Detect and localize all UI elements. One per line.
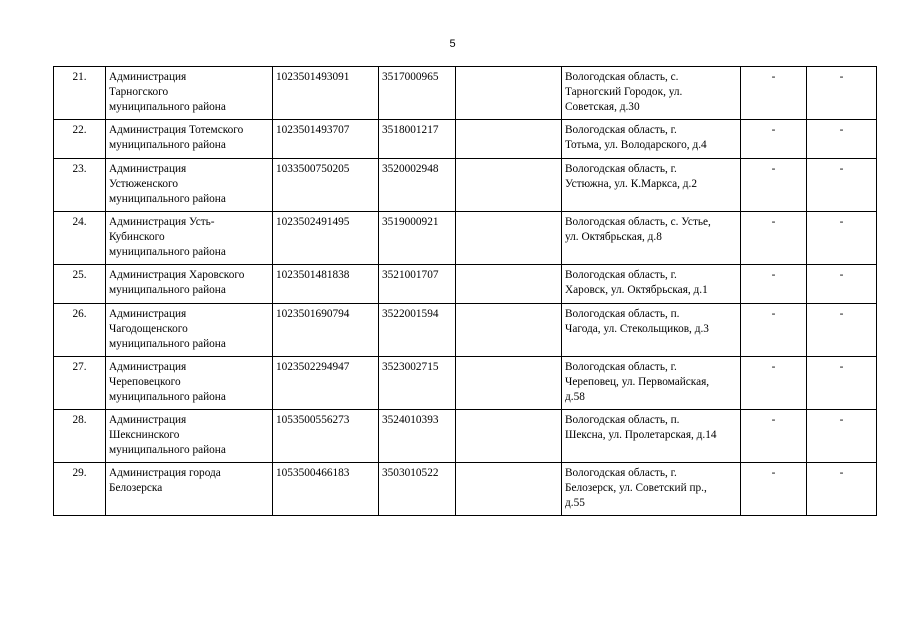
dash-cell: -: [807, 212, 877, 265]
empty-cell: [456, 410, 562, 463]
ogrn-cell: 1023501690794: [273, 304, 379, 357]
organization-name: Администрация города Белозерска: [106, 463, 273, 516]
address-cell: Вологодская область, п. Шексна, ул. Пролетарская, д.14: [562, 410, 741, 463]
dash-cell: -: [807, 463, 877, 516]
dash-cell: -: [741, 120, 807, 159]
table-row: [54, 159, 877, 212]
row-number: 22.: [54, 120, 106, 159]
inn-cell: 3519000921: [379, 212, 456, 265]
row-number: 23.: [54, 159, 106, 212]
organization-name: Администрация Чагодощенского муниципального района: [106, 304, 273, 357]
empty-cell: [456, 463, 562, 516]
address-cell: Вологодская область, г. Тотьма, ул. Володарского, д.4: [562, 120, 741, 159]
organizations-table: [53, 66, 877, 516]
address-cell: Вологодская область, п. Чагода, ул. Стекольщиков, д.3: [562, 304, 741, 357]
dash-cell: -: [741, 265, 807, 304]
row-number: 26.: [54, 304, 106, 357]
ogrn-cell: 1033500750205: [273, 159, 379, 212]
dash-cell: -: [741, 463, 807, 516]
ogrn-cell: 1023502294947: [273, 357, 379, 410]
dash-cell: -: [807, 67, 877, 120]
organization-name: Администрация Тотемского муниципального района: [106, 120, 273, 159]
inn-cell: 3521001707: [379, 265, 456, 304]
inn-cell: 3522001594: [379, 304, 456, 357]
dash-cell: -: [741, 304, 807, 357]
table-row: [54, 212, 877, 265]
inn-cell: 3524010393: [379, 410, 456, 463]
ogrn-cell: 1053500466183: [273, 463, 379, 516]
dash-cell: -: [807, 304, 877, 357]
empty-cell: [456, 304, 562, 357]
table-row: [54, 265, 877, 304]
inn-cell: 3523002715: [379, 357, 456, 410]
address-cell: Вологодская область, с. Устье, ул. Октябрьская, д.8: [562, 212, 741, 265]
address-cell: Вологодская область, г. Устюжна, ул. К.Маркса, д.2: [562, 159, 741, 212]
dash-cell: -: [807, 159, 877, 212]
empty-cell: [456, 357, 562, 410]
inn-cell: 3518001217: [379, 120, 456, 159]
organization-name: Администрация Шекснинского муниципального района: [106, 410, 273, 463]
empty-cell: [456, 120, 562, 159]
table-row: [54, 304, 877, 357]
inn-cell: 3520002948: [379, 159, 456, 212]
row-number: 29.: [54, 463, 106, 516]
table-row: [54, 463, 877, 516]
organization-name: Администрация Череповецкого муниципального района: [106, 357, 273, 410]
dash-cell: -: [741, 212, 807, 265]
ogrn-cell: 1023501481838: [273, 265, 379, 304]
organization-name: Администрация Харовского муниципального района: [106, 265, 273, 304]
ogrn-cell: 1023501493707: [273, 120, 379, 159]
organization-name: Администрация Тарногского муниципального района: [106, 67, 273, 120]
organization-name: Администрация Устюженского муниципального района: [106, 159, 273, 212]
table-row: [54, 120, 877, 159]
row-number: 28.: [54, 410, 106, 463]
empty-cell: [456, 159, 562, 212]
inn-cell: 3517000965: [379, 67, 456, 120]
table-row: [54, 410, 877, 463]
dash-cell: -: [741, 357, 807, 410]
dash-cell: -: [741, 410, 807, 463]
table-body: [54, 67, 877, 516]
ogrn-cell: 1023501493091: [273, 67, 379, 120]
empty-cell: [456, 265, 562, 304]
ogrn-cell: 1023502491495: [273, 212, 379, 265]
table-row: [54, 357, 877, 410]
address-cell: Вологодская область, г. Череповец, ул. Первомайская, д.58: [562, 357, 741, 410]
address-cell: Вологодская область, г. Харовск, ул. Октябрьская, д.1: [562, 265, 741, 304]
address-cell: Вологодская область, г. Белозерск, ул. Советский пр., д.55: [562, 463, 741, 516]
dash-cell: -: [807, 265, 877, 304]
dash-cell: -: [741, 67, 807, 120]
dash-cell: -: [807, 357, 877, 410]
dash-cell: -: [807, 410, 877, 463]
ogrn-cell: 1053500556273: [273, 410, 379, 463]
row-number: 25.: [54, 265, 106, 304]
row-number: 24.: [54, 212, 106, 265]
table-row: [54, 67, 877, 120]
empty-cell: [456, 212, 562, 265]
row-number: 27.: [54, 357, 106, 410]
dash-cell: -: [741, 159, 807, 212]
inn-cell: 3503010522: [379, 463, 456, 516]
row-number: 21.: [54, 67, 106, 120]
page-number: 5: [449, 38, 456, 50]
organization-name: Администрация Усть- Кубинского муниципального района: [106, 212, 273, 265]
empty-cell: [456, 67, 562, 120]
address-cell: Вологодская область, с. Тарногский Городок, ул. Советская, д.30: [562, 67, 741, 120]
dash-cell: -: [807, 120, 877, 159]
